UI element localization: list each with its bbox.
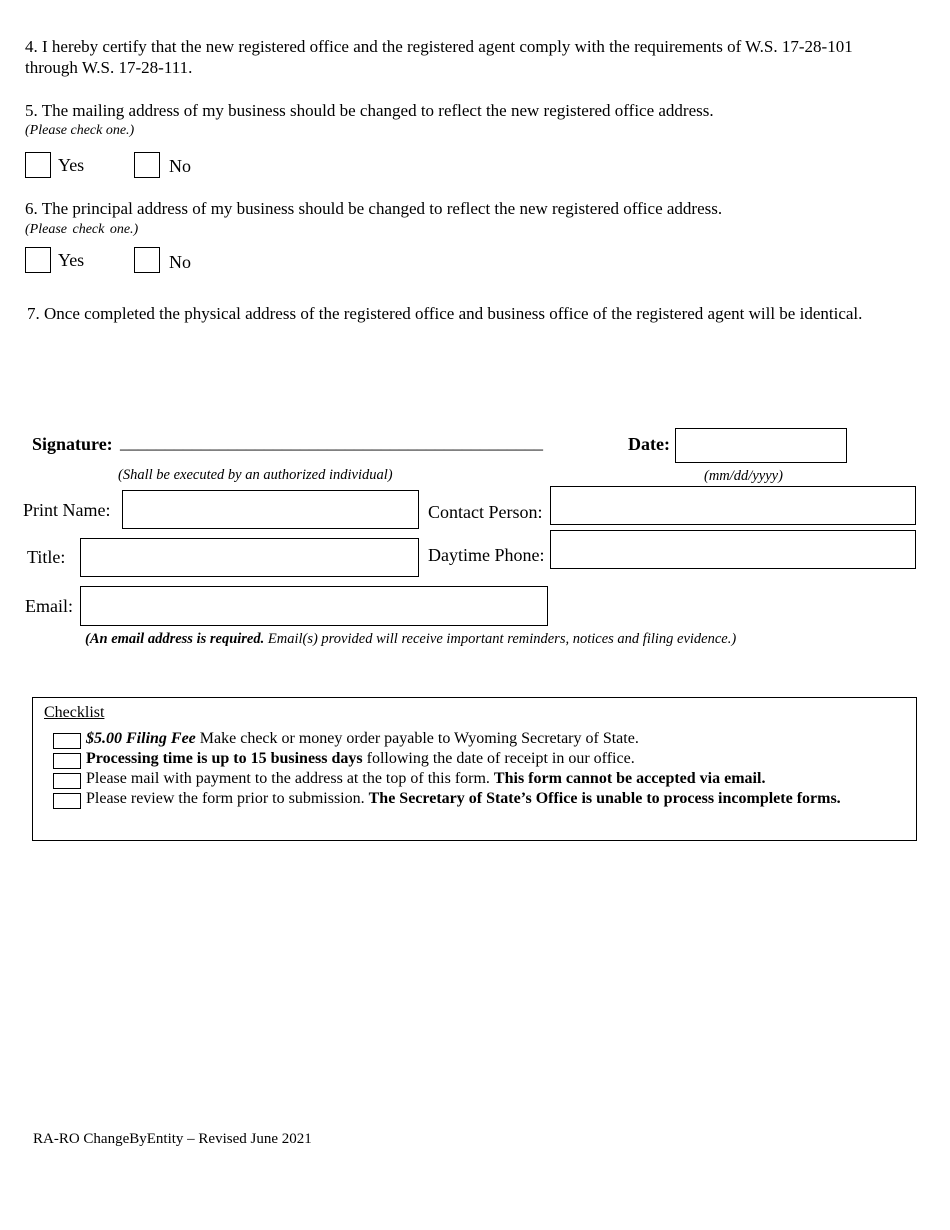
item-5-text: 5. The mailing address of my business should be changed to reflect the new registered office address. [25,101,714,120]
item-6-text: 6. The principal address of my business should be changed to reflect the new registered office address. [25,199,723,218]
checklist-item-3-text: Please mail with payment to the address at the top of this form. [86,770,494,787]
contact-person-field[interactable] [550,486,916,525]
item-6-yes-checkbox[interactable] [25,247,51,273]
email-note-required: (An email address is required. [85,631,265,647]
checklist-box [32,697,917,841]
checklist-item-3 [86,770,765,788]
email-label: Email: [25,596,73,616]
checklist-checkbox-2[interactable] [53,753,81,769]
checklist-title: Checklist [44,704,105,721]
item-5-note: (Please check one.) [25,123,135,138]
email-note-text: Email(s) provided will receive important reminders, notices and filing evidence.) [264,631,737,647]
title-label: Title: [27,547,66,567]
daytime-phone-label: Daytime Phone: [428,545,545,565]
item-5-yes-checkbox[interactable] [25,152,51,178]
checklist-item-4-text: Please review the form prior to submission. [86,790,369,807]
checklist-item-4-bold: The Secretary of State’s Office is unable to process incomplete forms. [368,790,841,807]
contact-person-label: Contact Person: [428,502,543,522]
checklist-item-2-bold: Processing time is up to 15 business days [86,750,363,767]
checklist-item-1 [86,730,639,748]
item-6-note: (Please check one.) [25,222,139,237]
checklist-checkbox-4[interactable] [53,793,81,809]
date-format-note: (mm/dd/yyyy) [704,468,783,484]
print-name-label: Print Name: [23,500,111,520]
date-field[interactable] [675,428,847,463]
item-5-no-label: No [169,156,191,176]
checklist-item-4 [86,790,841,808]
checklist-item-1-bold: $5.00 Filing Fee [86,730,196,747]
item-7-text: 7. Once completed the physical address of the registered office and business office of the registered agent will be identical. [27,304,863,323]
checklist-item-1-text: Make check or money order payable to Wyoming Secretary of State. [195,730,639,747]
checklist-checkbox-1[interactable] [53,733,81,749]
checklist-checkbox-3[interactable] [53,773,81,789]
signature-line[interactable]: _______________________________________________ [120,432,543,452]
email-field[interactable] [80,586,548,626]
item-5-yes-label: Yes [58,155,85,175]
signature-label: Signature: [32,434,113,454]
item-4-text: 4. I hereby certify that the new registered office and the registered agent comply with the requirements of W.S. 17-28-101 through W.S. 17-28-111. [25,37,853,77]
item-6-no-checkbox[interactable] [134,247,160,273]
date-label: Date: [628,434,670,454]
checklist-item-2-text: following the date of receipt in our office. [362,750,635,767]
print-name-field[interactable] [122,490,419,529]
signature-note: (Shall be executed by an authorized individual) [118,467,393,483]
checklist-item-2 [86,750,635,768]
item-5-no-checkbox[interactable] [134,152,160,178]
checklist-item-3-bold: This form cannot be accepted via email. [493,770,766,787]
email-note [85,631,736,648]
daytime-phone-field[interactable] [550,530,916,569]
item-6-yes-label: Yes [58,250,85,270]
footer-revision: RA-RO ChangeByEntity – Revised June 2021 [33,1131,312,1147]
title-field[interactable] [80,538,419,577]
item-6-no-label: No [169,252,191,272]
